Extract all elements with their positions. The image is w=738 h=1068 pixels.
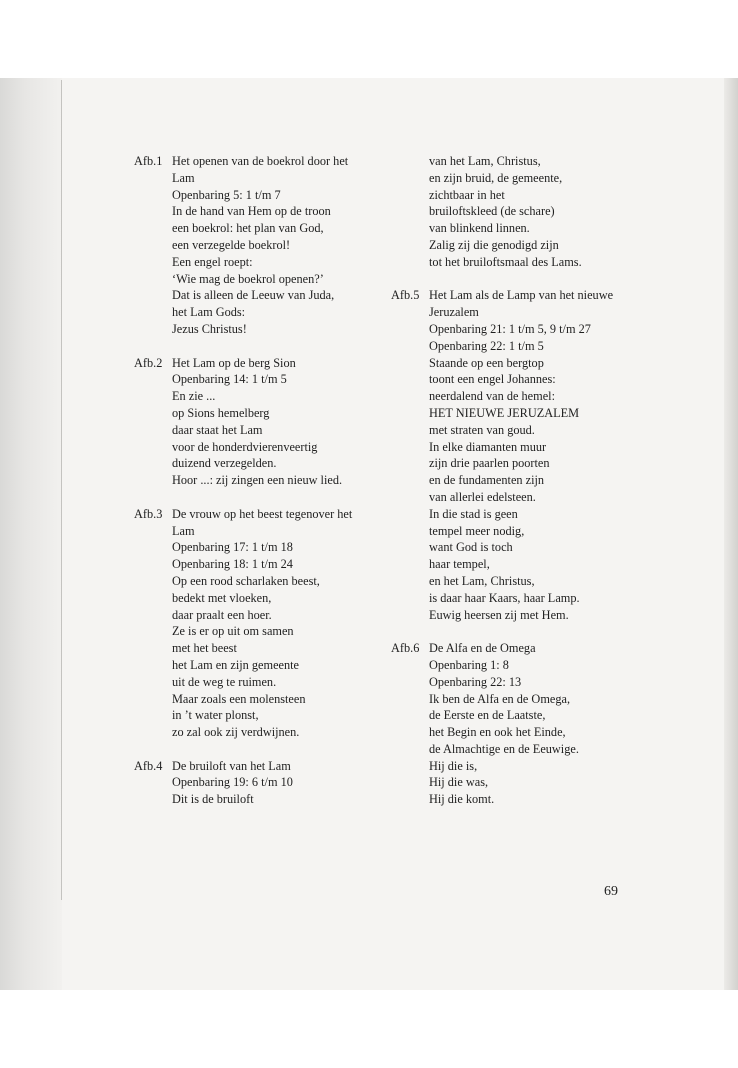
caption-line: Ik ben de Alfa en de Omega, xyxy=(429,691,571,706)
caption-line: duizend verzegelden. xyxy=(172,456,277,471)
caption-line: Openbaring 1: 8 xyxy=(429,657,509,672)
caption-line: Openbaring 22: 1 t/m 5 xyxy=(429,338,544,353)
caption-line: Ze is er op uit om samen xyxy=(172,624,294,639)
caption-line: op Sions hemelberg xyxy=(172,405,270,420)
figure-label: Afb.5 xyxy=(391,288,420,303)
right-text-column xyxy=(391,153,666,825)
caption-line: Euwig heersen zij met Hem. xyxy=(429,607,569,622)
caption-line: van allerlei edelsteen. xyxy=(429,489,536,504)
caption-title: Lam xyxy=(172,523,195,538)
caption-line: bruiloftskleed (de schare) xyxy=(429,204,555,219)
caption-line: Dat is alleen de Leeuw van Juda, xyxy=(172,288,335,303)
caption-line: een verzegelde boekrol! xyxy=(172,237,291,252)
caption-block xyxy=(134,153,384,338)
caption-line: ‘Wie mag de boekrol openen?’ xyxy=(172,271,324,286)
caption-block xyxy=(134,355,384,489)
caption-line: een boekrol: het plan van God, xyxy=(172,221,324,236)
caption-line: van het Lam, Christus, xyxy=(429,154,541,168)
caption-line: Openbaring 19: 6 t/m 10 xyxy=(172,775,293,790)
figure-label: Afb.3 xyxy=(134,506,163,521)
caption-title: Het Lam op de berg Sion xyxy=(172,355,296,370)
caption-line: de Almachtige en de Eeuwige. xyxy=(429,741,579,756)
caption-line: Openbaring 18: 1 t/m 24 xyxy=(172,557,293,572)
figure-label: Afb.2 xyxy=(134,355,163,370)
caption-line: zijn drie paarlen poorten xyxy=(429,456,550,471)
caption-line: HET NIEUWE JERUZALEM xyxy=(429,405,580,420)
caption-line: daar staat het Lam xyxy=(172,422,263,437)
caption-line: van blinkend linnen. xyxy=(429,221,530,236)
continuation-block xyxy=(391,153,666,271)
caption-line: Hij die is, xyxy=(429,758,478,773)
caption-line: want God is toch xyxy=(429,540,513,555)
caption-line: Hoor ...: zij zingen een nieuw lied. xyxy=(172,473,343,488)
caption-line: en zijn bruid, de gemeente, xyxy=(429,170,563,185)
caption-line: Zalig zij die genodigd zijn xyxy=(429,237,559,252)
caption-block xyxy=(391,287,666,623)
caption-line: en het Lam, Christus, xyxy=(429,573,535,588)
book-spine-shadow xyxy=(0,78,62,990)
caption-line: In die stad is geen xyxy=(429,506,518,521)
caption-line: Op een rood scharlaken beest, xyxy=(172,573,320,588)
caption-title: Lam xyxy=(172,170,195,185)
gutter-line xyxy=(61,80,62,900)
caption-line: In elke diamanten muur xyxy=(429,439,547,454)
page-edge xyxy=(724,78,738,990)
caption-line: Openbaring 21: 1 t/m 5, 9 t/m 27 xyxy=(429,321,591,336)
caption-line: bedekt met vloeken, xyxy=(172,590,272,605)
caption-title: Het openen van de boekrol door het xyxy=(172,154,349,168)
caption-line: En zie ... xyxy=(172,389,216,404)
caption-line: de Eerste en de Laatste, xyxy=(429,708,546,723)
caption-title: De Alfa en de Omega xyxy=(429,641,536,656)
caption-line: Een engel roept: xyxy=(172,254,253,269)
caption-line: Openbaring 17: 1 t/m 18 xyxy=(172,540,293,555)
caption-line: tot het bruiloftsmaal des Lams. xyxy=(429,254,582,269)
caption-line: Openbaring 14: 1 t/m 5 xyxy=(172,372,287,387)
caption-line: is daar haar Kaars, haar Lamp. xyxy=(429,590,580,605)
caption-line: zichtbaar in het xyxy=(429,187,505,202)
caption-block xyxy=(134,506,384,741)
caption-line: het Begin en ook het Einde, xyxy=(429,725,566,740)
figure-label: Afb.1 xyxy=(134,154,163,168)
caption-line: zo zal ook zij verdwijnen. xyxy=(172,725,300,740)
caption-line: toont een engel Johannes: xyxy=(429,372,556,387)
caption-line: Hij die komt. xyxy=(429,792,495,807)
caption-line: Hij die was, xyxy=(429,775,489,790)
caption-line: in ’t water plonst, xyxy=(172,708,259,723)
caption-line: Jezus Christus! xyxy=(172,321,247,336)
left-text-column xyxy=(134,153,384,825)
caption-title: De vrouw op het beest tegenover het xyxy=(172,506,353,521)
caption-block xyxy=(134,758,384,808)
caption-line: Staande op een bergtop xyxy=(429,355,544,370)
caption-line: Dit is de bruiloft xyxy=(172,792,254,807)
page-number: 69 xyxy=(604,884,618,899)
figure-label: Afb.6 xyxy=(391,641,420,656)
caption-line: met straten van goud. xyxy=(429,422,535,437)
caption-line: neerdalend van de hemel: xyxy=(429,389,555,404)
caption-title: Jeruzalem xyxy=(429,305,479,320)
caption-line: In de hand van Hem op de troon xyxy=(172,204,331,219)
caption-title: Het Lam als de Lamp van het nieuwe xyxy=(429,288,614,303)
caption-line: voor de honderdvierenveertig xyxy=(172,439,318,454)
caption-line: daar praalt een hoer. xyxy=(172,607,272,622)
caption-title: De bruiloft van het Lam xyxy=(172,758,291,773)
caption-line: het Lam en zijn gemeente xyxy=(172,657,300,672)
caption-line: haar tempel, xyxy=(429,557,490,572)
caption-line: het Lam Gods: xyxy=(172,305,246,320)
caption-line: Openbaring 5: 1 t/m 7 xyxy=(172,187,281,202)
caption-line: tempel meer nodig, xyxy=(429,523,525,538)
caption-line: Maar zoals een molensteen xyxy=(172,691,306,706)
caption-block xyxy=(391,640,666,808)
caption-line: uit de weg te ruimen. xyxy=(172,674,277,689)
caption-line: met het beest xyxy=(172,641,237,656)
caption-line: en de fundamenten zijn xyxy=(429,473,545,488)
figure-label: Afb.4 xyxy=(134,758,163,773)
caption-line: Openbaring 22: 13 xyxy=(429,674,522,689)
